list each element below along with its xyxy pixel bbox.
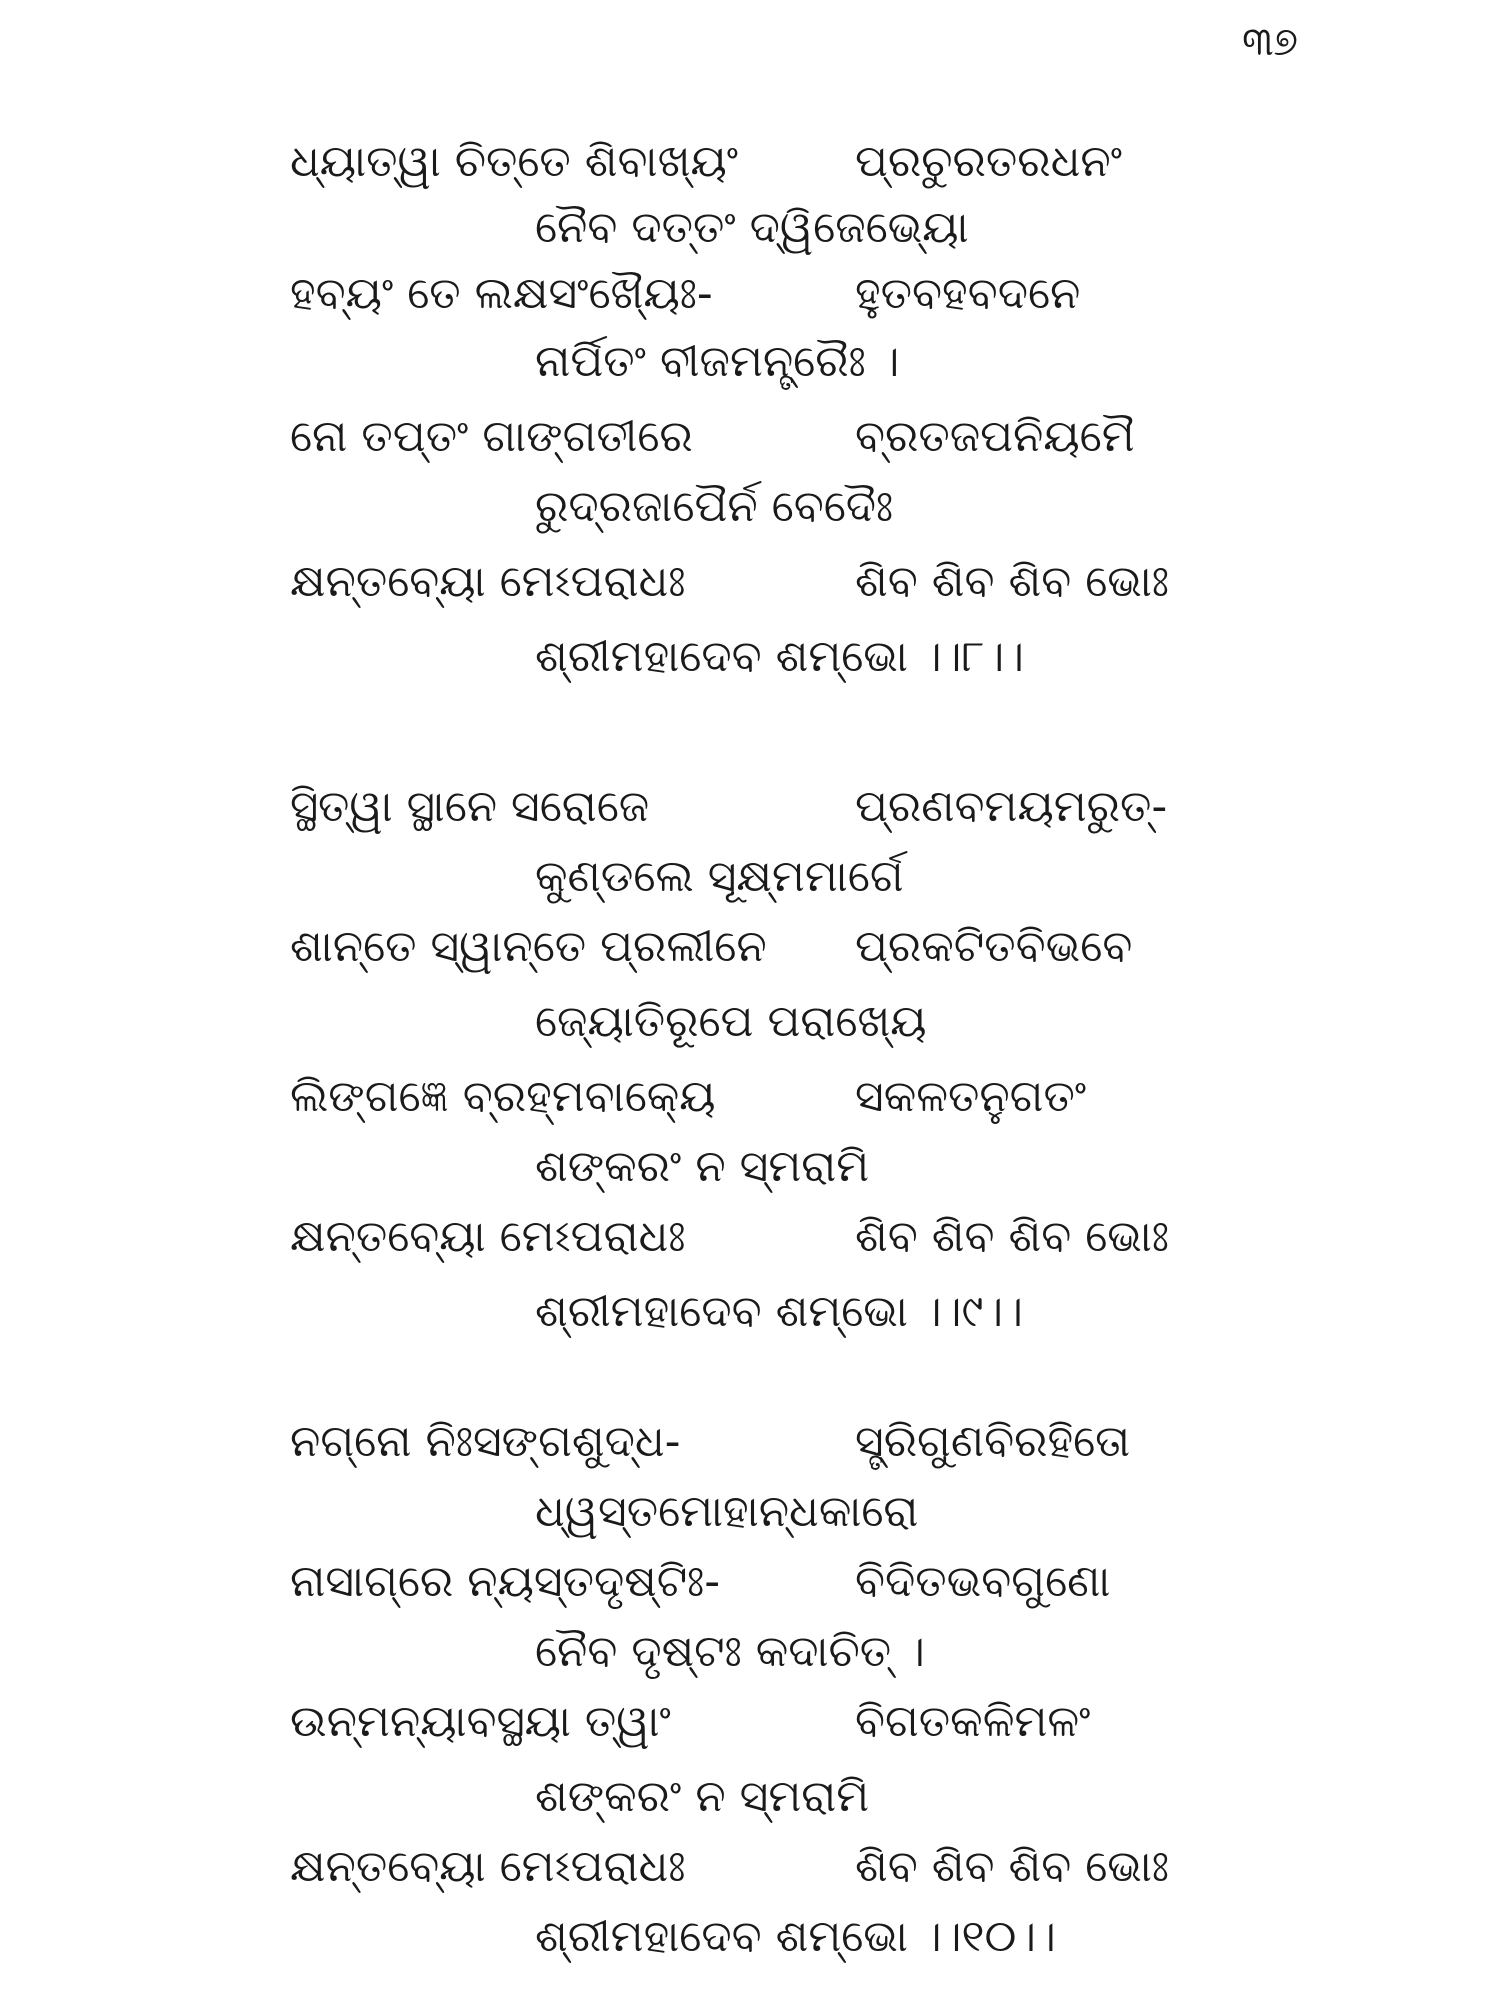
verse-line-center: କୁଣ୍ଡଲେ ସୂକ୍ଷ୍ମମାର୍ଗେ xyxy=(535,851,904,902)
verse-line-center: ଶ୍ରୀମହାଦେବ ଶମ୍ଭୋ ।।୯।। xyxy=(535,1286,1023,1337)
verse-line-right: ପ୍ରକଟିତବିଭବେ xyxy=(855,921,1133,972)
verse-line-right: ପ୍ରଣବମୟମରୁତ୍- xyxy=(855,781,1168,832)
verse-line-left: ଲିଙ୍ଗଜ୍ଞେ ବ୍ରହ୍ମବାକ୍ୟେ xyxy=(290,1071,716,1122)
verse-line-center: ନୈବ ଦୃଷ୍ଟଃ କଦାଚିତ୍ । xyxy=(535,1626,925,1677)
verse-line-right: ବିଗତକଳିମଳଂ xyxy=(855,1696,1091,1747)
verse-line-left: ଉନ୍ମନ୍ୟାବସ୍ଥୟା ତ୍ୱାଂ xyxy=(290,1696,671,1747)
verse-line-left: ଶାନ୍ତେ ସ୍ୱାନ୍ତେ ପ୍ରଲୀନେ xyxy=(290,921,767,972)
verse-line-right: ପ୍ରଚୁରତରଧନଂ xyxy=(855,136,1123,187)
page-number: ୩୭ xyxy=(1242,19,1298,65)
verse-line-left: ନଗ୍ନୋ ନିଃସଙ୍ଗଶୁଦ୍ଧ- xyxy=(290,1416,681,1467)
verse-line-right: ବିଦିତଭବଗୁଣୋ xyxy=(855,1556,1111,1607)
verse-line-right: ହୁତବହବଦନେ xyxy=(855,268,1081,319)
verse-line-center: ଶ୍ରୀମହାଦେବ ଶମ୍ଭୋ ।।୧୦।। xyxy=(535,1911,1056,1962)
verse-line-left: ନୋ ତପ୍ତଂ ଗାଙ୍ଗତୀରେ xyxy=(290,411,693,462)
verse-line-center: ନୈବ ଦତ୍ତଂ ଦ୍ୱିଜେଭ୍ୟୋ xyxy=(535,202,969,253)
verse-line-right: ସକଳତନୁଗତଂ xyxy=(855,1071,1087,1122)
verse-line-right: ବ୍ରତଜପନିୟମୈ xyxy=(855,411,1135,462)
verse-line-right: ଶିବ ଶିବ ଶିବ ଭୋଃ xyxy=(855,556,1170,607)
verse-line-left: ହବ୍ୟଂ ତେ ଲକ୍ଷସଂଖ୍ୟୈଃ- xyxy=(290,268,713,319)
verse-line-right: ଶିବ ଶିବ ଶିବ ଭୋଃ xyxy=(855,1841,1170,1892)
verse-line-left: କ୍ଷନ୍ତବ୍ୟୋ ମେଽପରାଧଃ xyxy=(290,1841,686,1892)
verse-line-center: ରୁଦ୍ରଜାପୈର୍ନ ବେଦୈଃ xyxy=(535,481,894,532)
verse-line-center: ଜ୍ୟୋତିରୂପେ ପରାଖ୍ୟେ xyxy=(535,996,927,1047)
verse-line-left: ଧ୍ୟାତ୍ୱା ଚିତ୍ତେ ଶିବାଖ୍ୟଂ xyxy=(290,136,739,187)
verse-line-left: ସ୍ଥିତ୍ୱା ସ୍ଥାନେ ସରୋଜେ xyxy=(290,781,650,832)
verse-line-center: ଧ୍ୱସ୍ତମୋହାନ୍ଧକାରୋ xyxy=(535,1486,919,1537)
verse-line-center: ନାର୍ପିତଂ ବୀଜମନ୍ତ୍ରୈଃ । xyxy=(535,336,900,387)
verse-line-left: କ୍ଷନ୍ତବ୍ୟୋ ମେଽପରାଧଃ xyxy=(290,556,686,607)
verse-line-left: କ୍ଷନ୍ତବ୍ୟୋ ମେଽପରାଧଃ xyxy=(290,1211,686,1262)
verse-line-center: ଶଙ୍କରଂ ନ ସ୍ମରାମି xyxy=(535,1771,870,1822)
verse-line-right: ସ୍ତ୍ରିଗୁଣବିରହିତୋ xyxy=(855,1416,1131,1467)
verse-line-center: ଶଙ୍କରଂ ନ ସ୍ମରାମି xyxy=(535,1141,870,1192)
verse-line-center: ଶ୍ରୀମହାଦେବ ଶମ୍ଭୋ ।।୮।। xyxy=(535,631,1025,682)
verse-line-right: ଶିବ ଶିବ ଶିବ ଭୋଃ xyxy=(855,1211,1170,1262)
verse-line-left: ନାସାଗ୍ରେ ନ୍ୟସ୍ତଦୃଷ୍ଟିଃ- xyxy=(290,1556,721,1607)
